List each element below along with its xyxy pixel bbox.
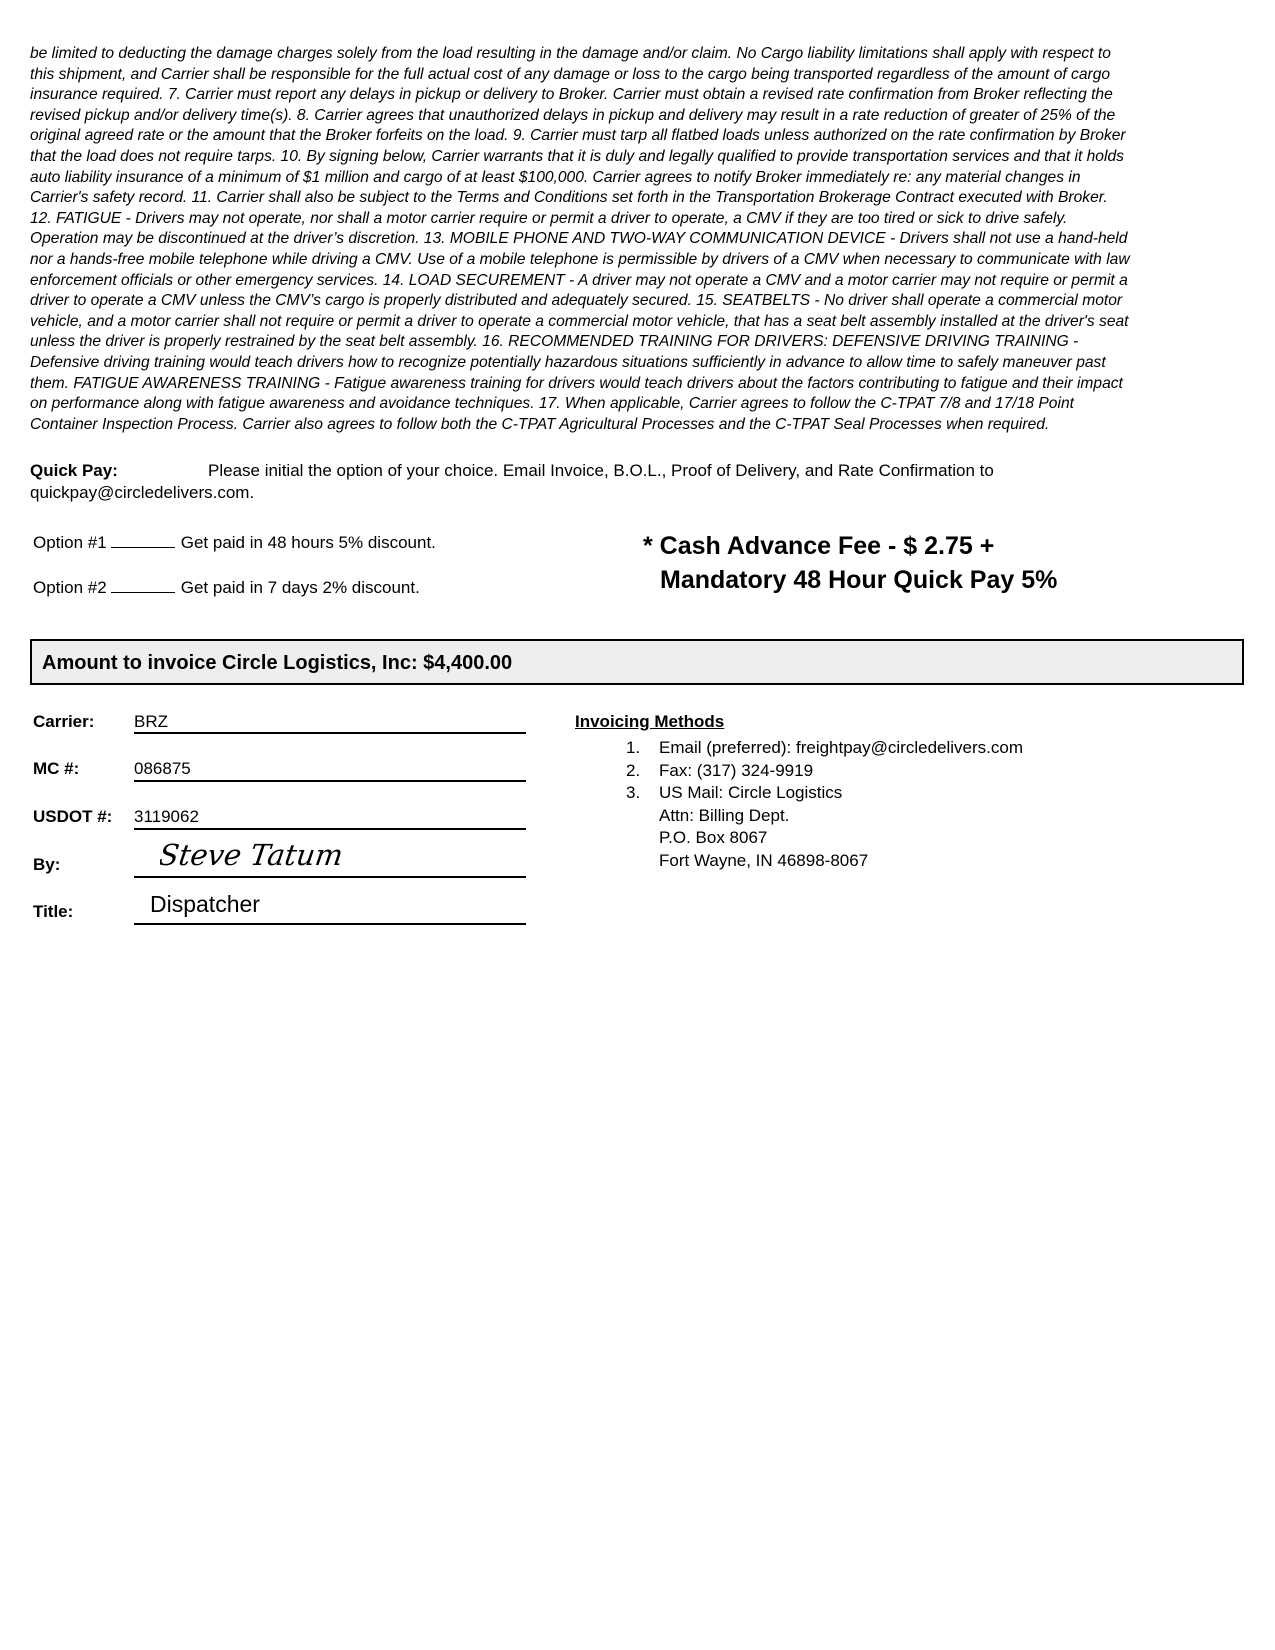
mc-value[interactable]: 086875 bbox=[134, 759, 191, 778]
mc-underline bbox=[134, 780, 526, 782]
usdot-underline bbox=[134, 828, 526, 830]
option-1 bbox=[33, 531, 436, 554]
terms-line: this shipment, and Carrier shall be responsible for the full actual cost of any damage or loss to the cargo being transported regardless of the amount of cargo bbox=[30, 65, 1111, 83]
quick-pay-section bbox=[30, 460, 1230, 504]
quick-pay-label: Quick Pay: bbox=[30, 461, 118, 480]
by-underline bbox=[134, 876, 526, 878]
terms-line: auto liability insurance of a minimum of $1 million and cargo of at least $100,000. Carrier agrees to notify Broker immediately re: any material changes in bbox=[30, 168, 1081, 186]
terms-line: them. FATIGUE AWARENESS TRAINING - Fatigue awareness training for drivers would teach drivers about the factors contributing to fatigue and their impact bbox=[30, 374, 1123, 392]
cash-advance-note bbox=[643, 529, 1057, 597]
terms-line: unless the driver is properly restrained by the seat belt assembly. 16. RECOMMENDED TRAINING FOR DRIVERS: DEFENSIVE DRIVING TRAINING - bbox=[30, 333, 1079, 351]
terms-line: insurance required. 7. Carrier must report any delays in pickup or delivery to Broker. Carrier must obtain a revised rate confirmation from Broker reflecting the bbox=[30, 86, 1113, 104]
signature-text: Steve Tatum bbox=[160, 838, 346, 872]
invoicing-methods-list bbox=[626, 737, 1023, 872]
option-1-initial-blank[interactable] bbox=[111, 531, 175, 548]
list-number: 2. bbox=[626, 760, 641, 780]
terms-line: on performance along with fatigue awareness and avoidance techniques. 17. When applicable, Carrier agrees to follow the C-TPAT 7/8 and 17/18 Point bbox=[30, 395, 1074, 413]
invoicing-fax: Fax: (317) 324-9919 bbox=[659, 760, 814, 780]
amount-box bbox=[30, 639, 1244, 685]
invoicing-item-fax bbox=[626, 760, 1023, 783]
signature-graphic bbox=[160, 835, 360, 875]
carrier-label: Carrier: bbox=[33, 712, 95, 731]
option-2-text: Get paid in 7 days 2% discount. bbox=[180, 578, 420, 597]
terms-line: Carrier's safety record. 11. Carrier shall also be subject to the Terms and Conditions set forth in the Transportation Brokerage Contract executed with Broker. bbox=[30, 189, 1108, 207]
usdot-label: USDOT #: bbox=[33, 807, 113, 826]
title-underline bbox=[134, 923, 526, 925]
invoicing-item-mail bbox=[626, 782, 1023, 872]
title-value[interactable]: Dispatcher bbox=[150, 891, 260, 917]
terms-line: 12. FATIGUE - Drivers may not operate, nor shall a motor carrier require or permit a driver to operate, a CMV if they are too tired or sick to drive safely. bbox=[30, 209, 1068, 227]
amount-text: Amount to invoice Circle Logistics, Inc: $4,400.00 bbox=[42, 652, 513, 674]
cash-advance-line-2: Mandatory 48 Hour Quick Pay 5% bbox=[660, 566, 1058, 594]
terms-line: enforcement officials or other emergency services. 14. LOAD SECUREMENT - A driver may not operate a CMV and a motor carrier may not require or permit a bbox=[30, 271, 1128, 289]
list-number: 3. bbox=[626, 783, 641, 802]
terms-line: Defensive driving training would teach drivers how to recognize potentially hazardous situations sufficiently in advance to allow time to safely maneuver past bbox=[30, 353, 1106, 371]
invoicing-email[interactable]: Email (preferred): freightpay@circledelivers.com bbox=[659, 738, 1023, 757]
option-1-label: Option #1 bbox=[33, 533, 107, 552]
carrier-underline bbox=[134, 732, 526, 734]
terms-line: original agreed rate or the amount that the Broker forfeits on the load. 9. Carrier must tarp all flatbed loads unless authorized on the rate confirmation by Broker bbox=[30, 127, 1126, 145]
carrier-value[interactable]: BRZ bbox=[134, 712, 168, 731]
invoicing-mail-line: Fort Wayne, IN 46898-8067 bbox=[659, 850, 869, 870]
option-2-label: Option #2 bbox=[33, 578, 107, 597]
terms-line: nor a hands-free mobile telephone while driving a CMV. Use of a mobile telephone is permissible by drivers of a CMV when necessary to communicate with law bbox=[30, 250, 1130, 268]
invoicing-mail-line: Attn: Billing Dept. bbox=[659, 805, 790, 825]
terms-paragraph bbox=[30, 44, 1248, 435]
option-2-initial-blank[interactable] bbox=[111, 576, 175, 593]
mc-label: MC #: bbox=[33, 759, 80, 778]
list-number: 1. bbox=[626, 738, 641, 757]
usdot-value[interactable]: 3119062 bbox=[134, 807, 199, 826]
terms-line: that the load does not require tarps. 10. By signing below, Carrier warrants that it is duly and legally qualified to provide transportation services and that it holds bbox=[30, 147, 1124, 165]
invoicing-item-email bbox=[626, 737, 1023, 760]
invoicing-mail-line: US Mail: Circle Logistics bbox=[659, 783, 843, 802]
quick-pay-instructions: Please initial the option of your choice. Email Invoice, B.O.L., Proof of Delivery, and Rate Confirmation to bbox=[208, 461, 994, 480]
terms-line: driver to operate a CMV unless the CMV’s cargo is properly distributed and adequately secured. 15. SEATBELTS - No driver shall operate a commercial motor bbox=[30, 292, 1123, 310]
quick-pay-email[interactable]: quickpay@circledelivers.com. bbox=[30, 483, 255, 502]
by-label: By: bbox=[33, 855, 61, 874]
invoicing-methods-heading: Invoicing Methods bbox=[575, 712, 725, 731]
terms-line: be limited to deducting the damage charges solely from the load resulting in the damage and/or claim. No Cargo liability limitations shall apply with respect to bbox=[30, 45, 1111, 62]
terms-line: Container Inspection Process. Carrier also agrees to follow both the C-TPAT Agricultural Processes and the C-TPAT Seal Processes when required. bbox=[30, 415, 1050, 433]
option-1-text: Get paid in 48 hours 5% discount. bbox=[180, 533, 436, 552]
terms-line: vehicle, and a motor carrier shall not require or permit a driver to operate a commercial motor vehicle, that has a seat belt assembly installed at the driver's seat bbox=[30, 312, 1129, 330]
signature bbox=[160, 835, 360, 880]
terms-line: Operation may be discontinued at the driver’s discretion. 13. MOBILE PHONE AND TWO-WAY COMMUNICATION DEVICE - Drivers shall not use a hand-held bbox=[30, 230, 1128, 248]
invoicing-mail-line: P.O. Box 8067 bbox=[659, 828, 768, 847]
cash-advance-line-1: * Cash Advance Fee - $ 2.75 + bbox=[643, 532, 995, 560]
option-2 bbox=[33, 576, 420, 599]
title-label: Title: bbox=[33, 902, 74, 921]
terms-line: revised pickup and/or delivery time(s). 8. Carrier agrees that unauthorized delays in pickup and delivery may result in a rate reduction of greater of 25% of the bbox=[30, 106, 1116, 124]
